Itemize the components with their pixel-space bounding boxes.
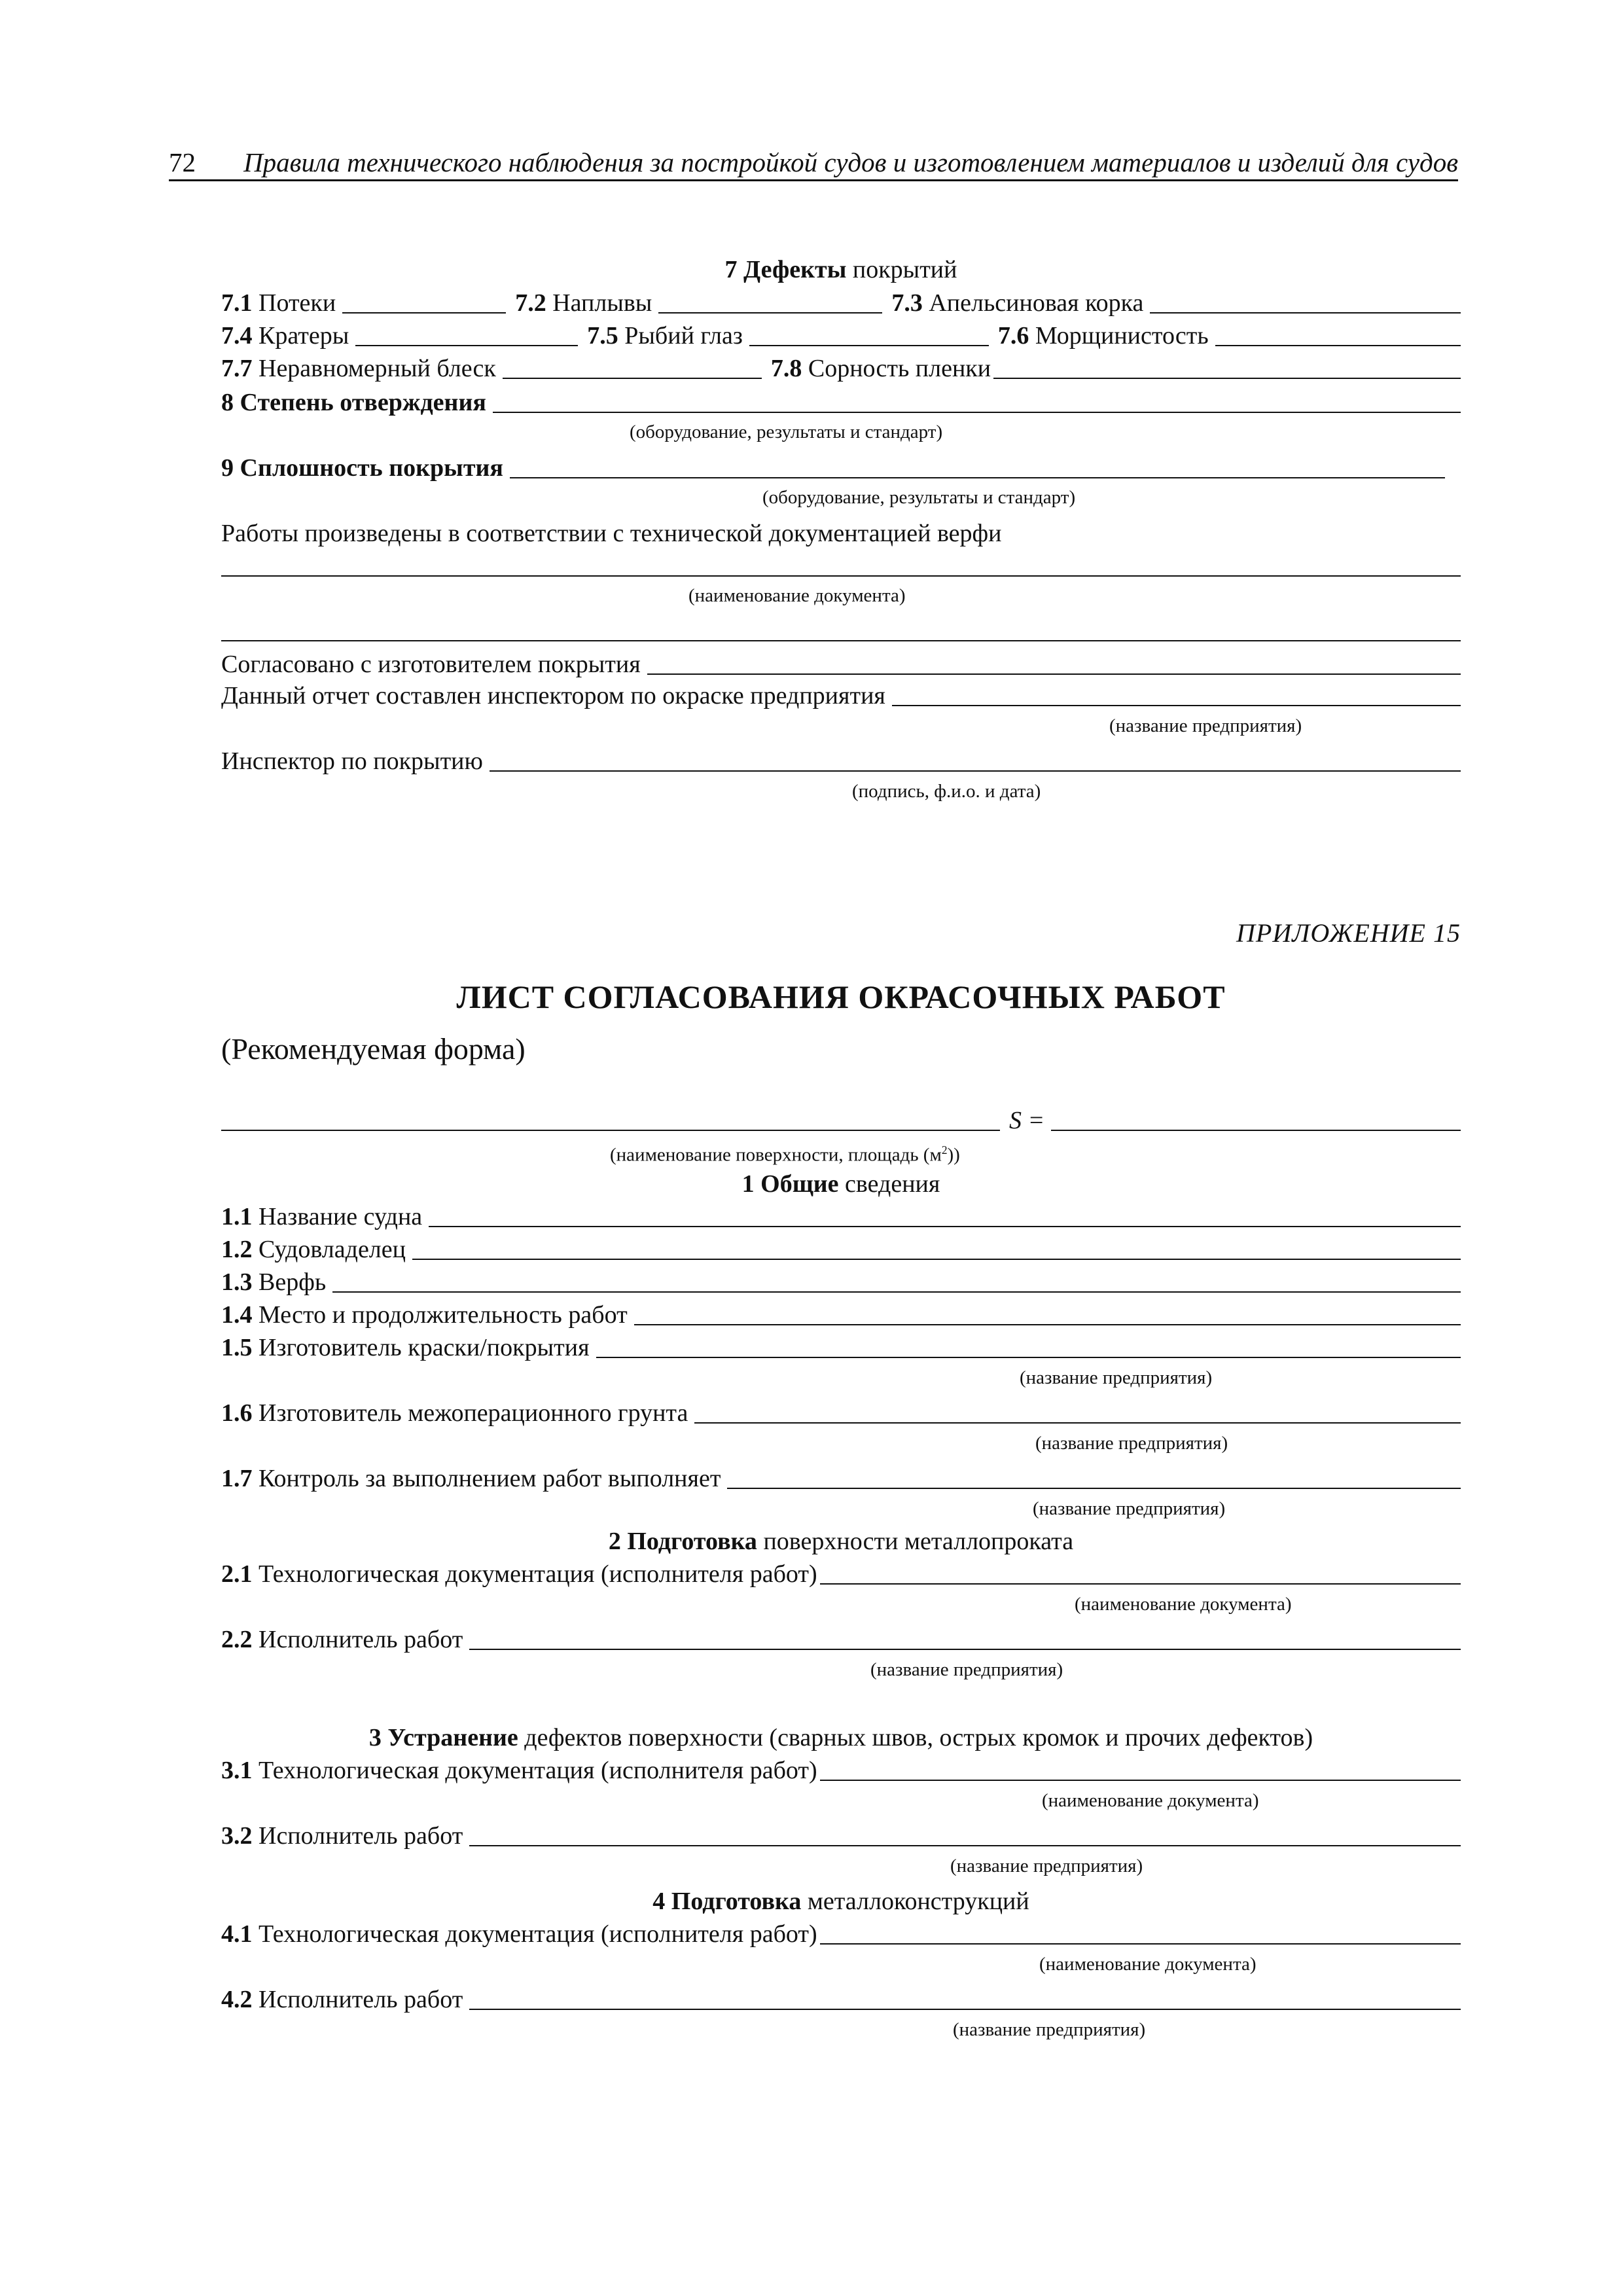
curing-degree-row: 8 Степень отверждения <box>221 386 1461 419</box>
sec4-contractor-row: 4.2 Исполнитель работ <box>221 1983 1461 2016</box>
blank-line[interactable] <box>221 640 1461 641</box>
shipyard-row: 1.3 Верфь <box>221 1266 1461 1299</box>
defects-row-1: 7.1 Потеки 7.2 Наплывы 7.3 Апельсиновая корка <box>221 287 1461 319</box>
surface-area-field[interactable] <box>1051 1105 1461 1131</box>
primer-manufacturer-field[interactable] <box>694 1397 1461 1424</box>
shipyard-field[interactable] <box>332 1266 1461 1293</box>
shipyard-document-caption: (наименование документа) <box>688 585 906 606</box>
report-company-field[interactable] <box>892 680 1461 706</box>
fisheye-field[interactable] <box>749 320 989 346</box>
coating-continuity-row: 9 Сплошность покрытия <box>221 452 1445 484</box>
defects-row-3: 7.7 Неравномерный блеск 7.8 Сорность пленки <box>221 352 1461 385</box>
sec3-tech-doc-caption: (наименование документа) <box>1042 1790 1259 1811</box>
section-2-title: 2 Подготовка поверхности металлопроката <box>608 1528 1074 1555</box>
film-contamination-field[interactable] <box>993 353 1461 379</box>
sec3-contractor-field[interactable] <box>469 1820 1461 1846</box>
shipyard-document-field[interactable] <box>221 575 1461 577</box>
running-title: Правила технического наблюдения за постройкой судов и изготовлением материалов и изделий для судов <box>243 147 1458 177</box>
sec2-tech-doc-caption: (наименование документа) <box>1075 1594 1292 1615</box>
page-number: 72 <box>169 147 196 177</box>
works-control-field[interactable] <box>727 1463 1461 1489</box>
ship-name-row: 1.1 Название судна <box>221 1200 1461 1233</box>
works-control-row: 1.7 Контроль за выполнением работ выполняет <box>221 1462 1461 1495</box>
runs-field[interactable] <box>342 287 506 314</box>
curing-degree-field[interactable] <box>493 387 1461 413</box>
inspector-row: Инспектор по покрытию <box>221 745 1461 778</box>
wrinkling-field[interactable] <box>1215 320 1461 346</box>
sec4-tech-doc-field[interactable] <box>820 1918 1461 1945</box>
coating-continuity-field[interactable] <box>510 452 1445 478</box>
sec4-contractor-field[interactable] <box>469 1984 1461 2010</box>
surface-row <box>221 1104 1461 1137</box>
sec2-contractor-field[interactable] <box>469 1624 1461 1650</box>
paint-manufacturer-caption: (название предприятия) <box>1020 1367 1213 1388</box>
section-7-title: 7 Дефекты покрытий <box>724 256 957 283</box>
sec4-tech-doc-row: 4.1 Технологическая документация (исполнителя работ) <box>221 1918 1461 1950</box>
running-header <box>169 145 1458 181</box>
appendix-label: ПРИЛОЖЕНИЕ 15 <box>1236 918 1461 948</box>
sags-field[interactable] <box>658 287 882 314</box>
section-4-title: 4 Подготовка металлоконструкций <box>652 1888 1029 1915</box>
form-title: ЛИСТ СОГЛАСОВАНИЯ ОКРАСОЧНЫХ РАБОТ <box>456 978 1226 1015</box>
inspector-signature-field[interactable] <box>490 745 1461 772</box>
paint-manufacturer-field[interactable] <box>596 1332 1461 1358</box>
place-duration-field[interactable] <box>634 1299 1461 1325</box>
works-statement: Работы произведены в соответствии с технической документацией верфи <box>221 520 1002 547</box>
defects-row-2: 7.4 Кратеры 7.5 Рыбий глаз 7.6 Морщинистость <box>221 319 1461 352</box>
coating-continuity-caption: (оборудование, результаты и стандарт) <box>762 487 1076 508</box>
primer-manufacturer-caption: (название предприятия) <box>1035 1433 1228 1454</box>
agreed-field[interactable] <box>647 649 1461 675</box>
sec3-tech-doc-field[interactable] <box>820 1755 1461 1781</box>
report-company-caption: (название предприятия) <box>1109 715 1302 736</box>
surface-area-label: S = <box>1009 1107 1045 1134</box>
orange-peel-field[interactable] <box>1150 287 1461 314</box>
sec3-contractor-caption: (название предприятия) <box>950 1856 1143 1876</box>
curing-degree-caption: (оборудование, результаты и стандарт) <box>630 422 943 442</box>
paint-manufacturer-row: 1.5 Изготовитель краски/покрытия <box>221 1331 1461 1364</box>
sec4-tech-doc-caption: (наименование документа) <box>1039 1954 1257 1975</box>
sec2-contractor-caption: (название предприятия) <box>870 1659 1063 1680</box>
surface-name-field[interactable] <box>221 1105 1000 1131</box>
sec4-contractor-caption: (название предприятия) <box>953 2019 1146 2040</box>
shipowner-row: 1.2 Судовладелец <box>221 1233 1461 1266</box>
shipowner-field[interactable] <box>412 1234 1461 1260</box>
ship-name-field[interactable] <box>429 1201 1461 1227</box>
craters-field[interactable] <box>355 320 578 346</box>
sec2-tech-doc-field[interactable] <box>820 1558 1461 1585</box>
works-control-caption: (название предприятия) <box>1033 1498 1226 1519</box>
surface-caption: (наименование поверхности, площадь $(м^2)$) <box>610 1143 960 1166</box>
form-subtitle: (Рекомендуемая форма) <box>221 1032 526 1066</box>
sec2-tech-doc-row: 2.1 Технологическая документация (исполнителя работ) <box>221 1558 1461 1590</box>
place-duration-row: 1.4 Место и продолжительность работ <box>221 1299 1461 1331</box>
agreed-row: Согласовано с изготовителем покрытия <box>221 648 1461 681</box>
sec3-contractor-row: 3.2 Исполнитель работ <box>221 1820 1461 1852</box>
primer-manufacturer-row: 1.6 Изготовитель межоперационного грунта <box>221 1397 1461 1429</box>
sec2-contractor-row: 2.2 Исполнитель работ <box>221 1623 1461 1656</box>
uneven-gloss-field[interactable] <box>503 353 762 379</box>
inspector-signature-caption: (подпись, ф.и.о. и дата) <box>852 781 1041 802</box>
section-1-title: 1 Общие сведения <box>741 1170 940 1198</box>
report-row: Данный отчет составлен инспектором по окраске предприятия <box>221 679 1461 712</box>
section-3-title: 3 Устранение дефектов поверхности (сварных швов, острых кромок и прочих дефектов) <box>368 1724 1313 1751</box>
sec3-tech-doc-row: 3.1 Технологическая документация (исполнителя работ) <box>221 1754 1461 1787</box>
